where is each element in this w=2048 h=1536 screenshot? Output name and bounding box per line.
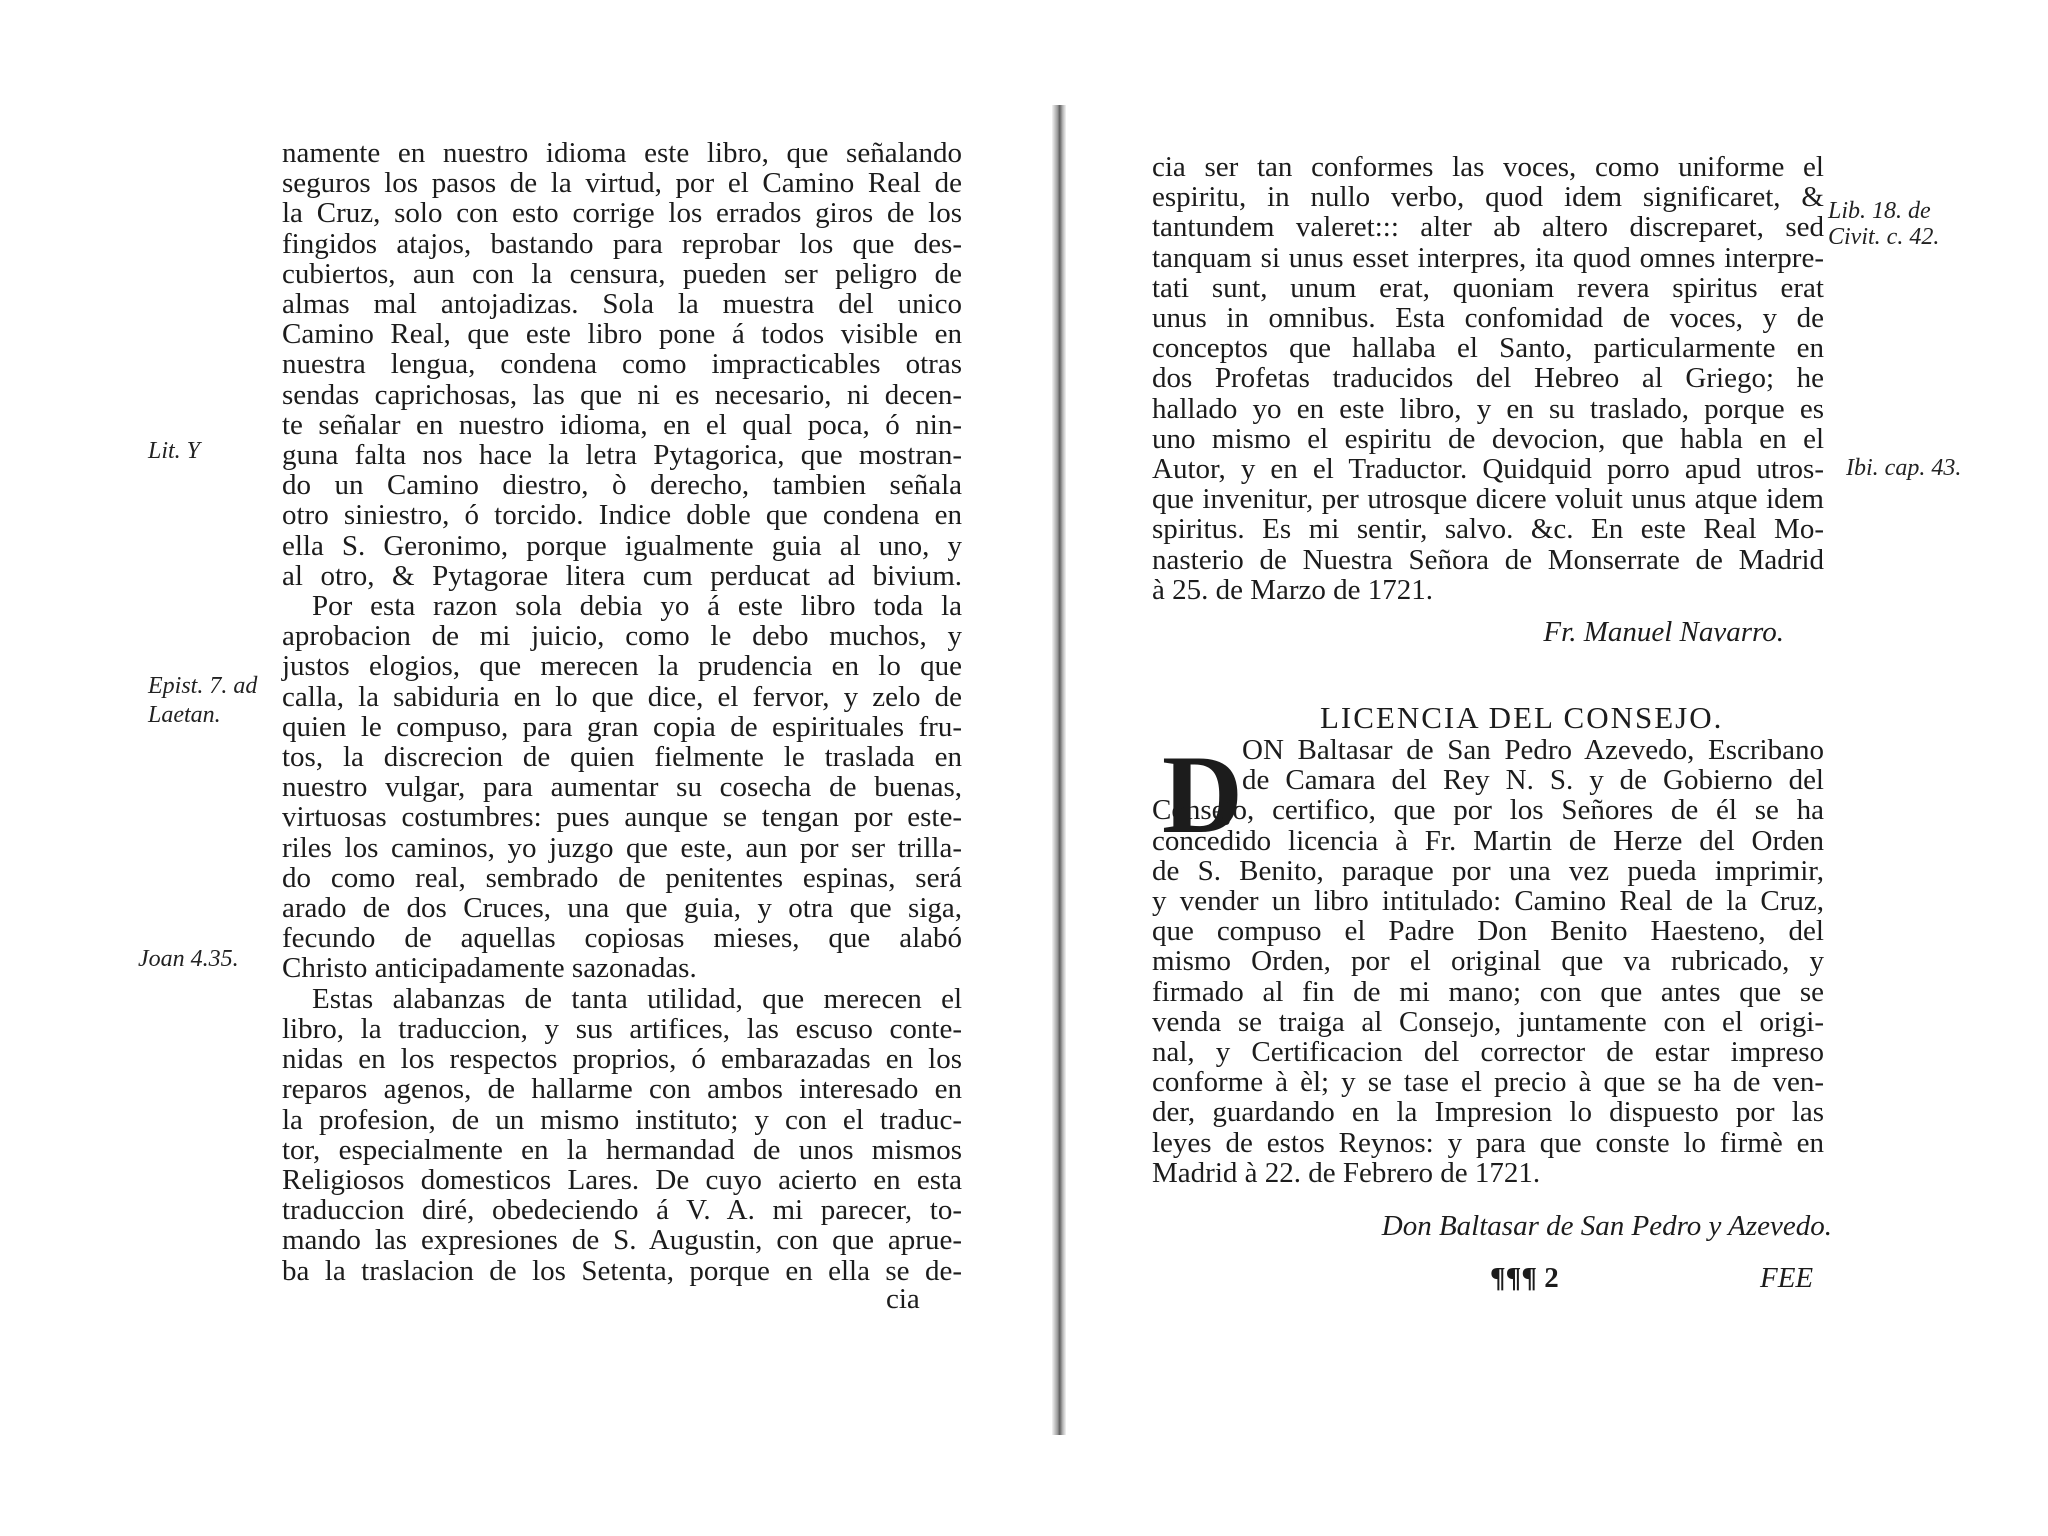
text-line: do un Camino diestro, ò derecho, tambien señala — [282, 469, 962, 502]
text-line: uno mismo el espiritu de devocion, que habla en el — [1152, 422, 1824, 455]
text-line: cia ser tan conformes las voces, como uniforme el — [1152, 151, 1824, 183]
text-line: fecundo de aquellas copiosas mieses, que alabó — [282, 922, 962, 955]
text-line: reparos agenos, de hallarme con ambos interesado en — [282, 1073, 962, 1106]
text-line: virtuosas costumbres: pues aunque se tengan por este- — [282, 801, 962, 834]
left-page-body — [282, 138, 962, 1286]
text-line: arado de dos Cruces, una que guia, y otra que siga, — [282, 892, 962, 925]
signature-mark: ¶¶¶ 2 — [1490, 1262, 1559, 1294]
text-line: conforme à èl; y se tase el precio à que se ha de ven- — [1152, 1066, 1824, 1099]
text-line: venda se traiga al Consejo, juntamente con el origi- — [1152, 1005, 1824, 1038]
margin-note: Civit. c. 42. — [1828, 224, 1940, 250]
text-line: ella S. Geronimo, porque igualmente guia al uno, y — [282, 529, 962, 562]
text-line: seguros los pasos de la virtud, por el Camino Real de — [282, 167, 962, 200]
licence-heading: LICENCIA DEL CONSEJO. — [1320, 700, 1724, 735]
text-line: tanquam si unus esset interpres, ita quod omnes interpre- — [1152, 241, 1824, 274]
text-line: Religiosos domesticos Lares. De cuyo acierto en esta — [282, 1163, 962, 1196]
margin-note: Lit. Y — [148, 438, 201, 464]
text-line: y vender un libro intitulado: Camino Real de la Cruz, — [1152, 885, 1824, 918]
drop-cap: D — [1162, 733, 1243, 857]
text-line: otro siniestro, ó torcido. Indice doble que condena en — [282, 499, 962, 532]
text-line: almas mal antojadizas. Sola la muestra del unico — [282, 288, 962, 321]
text-line: justos elogios, que merecen la prudencia en lo que — [282, 650, 962, 683]
text-line: de Camara del Rey N. S. y de Gobierno del — [1242, 764, 1824, 797]
text-line: libro, la traduccion, y sus artifices, las escuso conte- — [282, 1012, 962, 1045]
text-line: spiritus. Es mi sentir, salvo. &c. En este Real Mo- — [1152, 513, 1824, 546]
text-line: der, guardando en la Impresion lo dispuesto por las — [1152, 1096, 1824, 1129]
text-line: nasterio de Nuestra Señora de Monserrate de Madrid — [1152, 543, 1824, 576]
text-line: tati sunt, unum erat, quoniam revera spiritus erat — [1152, 271, 1824, 304]
text-line: unus in omnibus. Esta confomidad de voces, y de — [1152, 302, 1824, 335]
text-line: fingidos atajos, bastando para reprobar los que des- — [282, 227, 962, 260]
text-line: dos Profetas traducidos del Hebreo al Griego; he — [1152, 362, 1824, 395]
text-line: tos, la discrecion de quien fielmente le traslada en — [282, 741, 962, 774]
text-line: conceptos que hallaba el Santo, particularmente en — [1152, 332, 1824, 365]
text-line: cubiertos, aun con la censura, pueden ser peligro de — [282, 257, 962, 290]
right-page-body — [1152, 152, 1824, 605]
text-line: te señalar en nuestro idioma, en el qual poca, ó nin- — [282, 408, 962, 441]
margin-note: Laetan. — [148, 702, 221, 728]
text-line: à 25. de Marzo de 1721. — [1152, 573, 1434, 606]
text-line: mismo Orden, por el original que va rubricado, y — [1152, 945, 1824, 978]
text-line: concedido licencia à Fr. Martin de Herze del Orden — [1152, 824, 1824, 857]
text-line: guna falta nos hace la letra Pytagorica, que mostran- — [282, 439, 962, 472]
text-line: la profesion, de un mismo instituto; y con el traduc- — [282, 1103, 962, 1136]
margin-note: Joan 4.35. — [138, 946, 239, 972]
text-line: la Cruz, solo con esto corrige los errados giros de los — [282, 197, 962, 230]
text-line: traduccion diré, obedeciendo á V. A. mi parecer, to- — [282, 1194, 962, 1227]
text-line: ba la traslacion de los Setenta, porque en ella se de- — [282, 1254, 962, 1287]
margin-note: Ibi. cap. 43. — [1846, 455, 1962, 481]
text-line: tor, especialmente en la hermandad de unos mismos — [282, 1133, 962, 1166]
text-line: Estas alabanzas de tanta utilidad, que merecen el — [312, 982, 962, 1015]
text-line: que invenitur, per utrosque dicere voluit unus atque idem — [1152, 483, 1824, 516]
text-line: nuestro vulgar, para aumentar su cosecha de buenas, — [282, 771, 962, 804]
text-line: ON Baltasar de San Pedro Azevedo, Escribano — [1242, 734, 1824, 766]
text-line: Consejo, certifico, que por los Señores de él se ha — [1152, 794, 1824, 827]
text-line: namente en nuestro idioma este libro, que señalando — [282, 137, 962, 169]
text-line: aprobacion de mi juicio, como le debo muchos, y — [282, 620, 962, 653]
text-line: Christo anticipadamente sazonadas. — [282, 952, 697, 985]
signature-azevedo: Don Baltasar de San Pedro y Azevedo. — [1381, 1210, 1832, 1242]
text-line: Camino Real, que este libro pone á todos visible en — [282, 318, 962, 351]
margin-note: Epist. 7. ad — [148, 673, 258, 699]
licence-body — [1152, 735, 1824, 1188]
text-line: calla, la sabiduria en lo que dice, el fervor, y zelo de — [282, 680, 962, 713]
signature-navarro: Fr. Manuel Navarro. — [1543, 616, 1784, 648]
text-line: de S. Benito, paraque por una vez pueda imprimir, — [1152, 854, 1824, 887]
left-catchword: cia — [886, 1283, 920, 1315]
text-line: firmado al fin de mi mano; con que antes que se — [1152, 975, 1824, 1008]
text-line: nal, y Certificacion del corrector de estar impreso — [1152, 1036, 1824, 1069]
text-line: nuestra lengua, condena como impracticables otras — [282, 348, 962, 381]
text-line: sendas caprichosas, las que ni es necesario, ni decen- — [282, 378, 962, 411]
text-line: mando las expresiones de S. Augustin, con que aprue- — [282, 1224, 962, 1257]
text-line: leyes de estos Reynos: y para que conste lo firmè en — [1152, 1126, 1824, 1159]
text-line: quien le compuso, para gran copia de espirituales fru- — [282, 710, 962, 743]
text-line: al otro, & Pytagorae litera cum perducat ad bivium. — [282, 559, 962, 592]
text-line: riles los caminos, yo juzgo que este, aun por ser trilla- — [282, 831, 962, 864]
text-line: tantundem valeret::: alter ab altero discreparet, sed — [1152, 211, 1824, 244]
text-line: Madrid à 22. de Febrero de 1721. — [1152, 1156, 1541, 1189]
right-catchword: FEE — [1760, 1262, 1814, 1294]
book-gutter — [1052, 105, 1066, 1435]
margin-note: Lib. 18. de — [1828, 198, 1931, 224]
text-line: Autor, y en el Traductor. Quidquid porro apud utros- — [1152, 453, 1824, 486]
text-line: hallado yo en este libro, y en su traslado, porque es — [1152, 392, 1824, 425]
text-line: espiritu, in nullo verbo, quod idem significaret, & — [1152, 181, 1824, 214]
text-line: nidas en los respectos proprios, ó embarazadas en los — [282, 1043, 962, 1076]
text-line: do como real, sembrado de penitentes espinas, será — [282, 861, 962, 894]
text-line: que compuso el Padre Don Benito Haesteno, del — [1152, 915, 1824, 948]
text-line: Por esta razon sola debia yo á este libro toda la — [312, 590, 962, 623]
